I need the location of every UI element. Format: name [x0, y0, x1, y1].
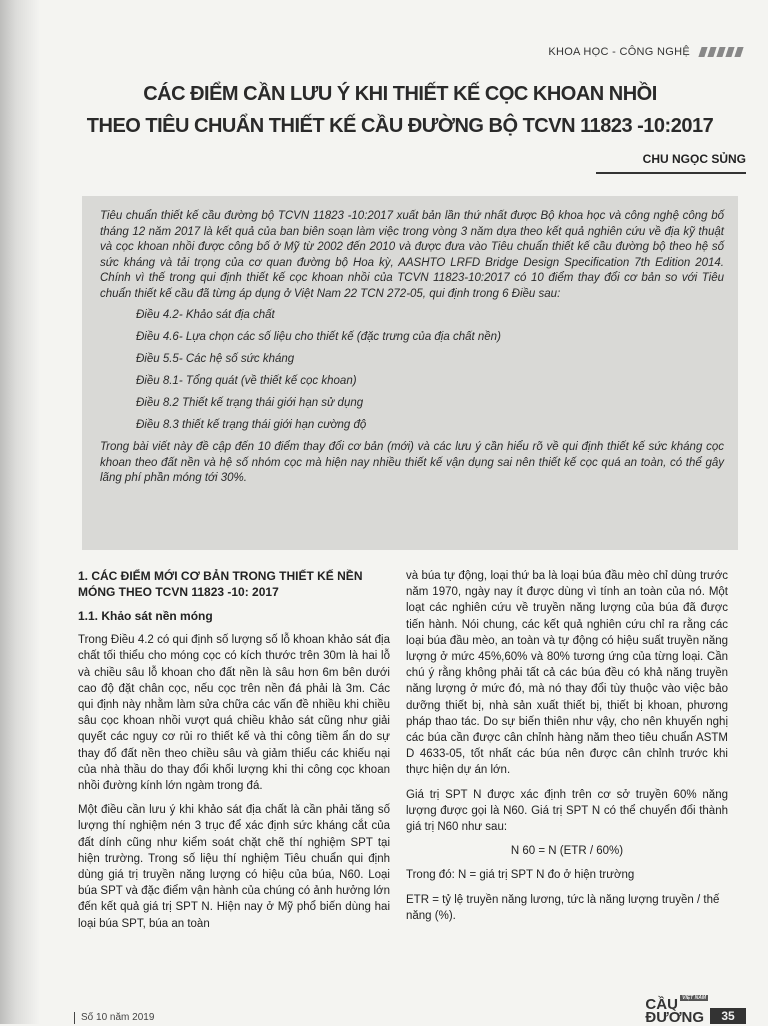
abstract-closing: Trong bài viết này đề cập đến 10 điểm thay đổi cơ bản (mới) và các lưu ý cần hiểu rõ về qui định thiết kế sức kháng cọc khoan theo đất nền và hệ số nhóm cọc mà hiện nay nhiều thiết kế vận dụng sai nên thiết kế cọc quá an toàn, có thể gây lãng phí phần móng tới 30%.: [100, 441, 724, 484]
formula-definition-etr: ETR = tỷ lệ truyền năng lương, tức là năng lượng truyền / thế năng (%).: [406, 893, 720, 922]
author-rule: [596, 172, 746, 174]
abstract-list-item: Điều 4.6- Lựa chọn các số liệu cho thiết kế (đặc trưng của địa chất nền): [136, 331, 501, 343]
abstract-list-item: Điều 5.5- Các hệ số sức kháng: [136, 353, 295, 365]
abstract-list-item: Điều 8.3 thiết kế trạng thái giới hạn cường độ: [136, 419, 367, 431]
journal-logo-line-2: ĐƯỜNG: [645, 1009, 704, 1026]
author-name: CHU NGỌC SỦNG: [642, 152, 746, 166]
body-paragraph: Trong Điều 4.2 có qui định số lượng số lỗ khoan khảo sát địa chất tối thiểu cho móng cọc có kích thước trên 30m là hai lỗ và chiều sâu lỗ khoan cho đất nền là sâu hơn 6m bên dưới cao độ đặt chân cọc, nếu cọc trên nền đá phải là 3m. Các qui định này nhằm làm sửa chữa các vấn đề nhiều khi chiều sâu cọc khoan nhồi vượt quá chiều khảo sát cũng như giải quyết các nguy cơ rủi ro thiết kế và thi công tiềm ẩn do sự thay đổ đất nền theo chiều sâu và giảm thiểu các khiếu nại của nhà thầu do thay đổi khối lượng khi thi công cọc khoan nhồi đường kính lớn ngàm trong đá.: [78, 634, 390, 793]
section-label: KHOA HỌC - CÔNG NGHỆ: [548, 46, 690, 58]
abstract-box: [82, 196, 738, 550]
article-title: [60, 78, 740, 142]
body-column-left: [78, 568, 390, 940]
header-stripes-decoration: [697, 47, 742, 57]
formula-definition-n: Trong đó: N = giá trị SPT N đo ở hiện trường: [406, 869, 635, 882]
body-column-right: [406, 568, 728, 932]
journal-logo-badge: VIỆT NAM: [682, 995, 706, 1001]
abstract-list-item: Điều 8.1- Tổng quát (về thiết kế cọc khoan): [136, 375, 357, 387]
abstract-intro: Tiêu chuẩn thiết kế cầu đường bộ TCVN 11823 -10:2017 xuất bản lần thứ nhất được Bộ khoa học và công nghệ công bố tháng 12 năm 2017 là kết quả của ban biên soạn làm việc trong vòng 3 năm dựa theo kết quả nghiên cứu về địa kỹ thuật và cọc khoan nhồi được công bố ở Mỹ từ 2002 đến 2010 và được đưa vào Tiêu chuẩn thiết kế cầu đường bộ theo hệ số sức kháng và tải trọng của cơ quan đường bộ Hoa kỳ, AASHTO LRFD Bridge Design Specification 7th Edition 2014. Chính vì thế trong qui định thiết kế cọc khoan nhồi của TCVN 11823-10:2017 có 10 điểm thay đổi cơ bản so với Tiêu chuẩn thiết kế cầu đã từng áp dụng ở Việt Nam 22 TCN 272-05, qui định trong 6 Điều sau:: [100, 210, 724, 300]
page-binding-shadow: [0, 0, 40, 1024]
title-line-1: CÁC ĐIỂM CẦN LƯU Ý KHI THIẾT KẾ CỌC KHOAN NHỒI: [143, 83, 657, 105]
body-paragraph: Giá trị SPT N được xác định trên cơ sở truyền 60% năng lượng được gọi là N60. Giá trị SPT N có thể chuyển đổi thành giá trị N60 như sau:: [406, 788, 728, 834]
subsection-1-1-heading: 1.1. Khảo sát nền móng: [78, 609, 213, 623]
body-paragraph: Một điều cần lưu ý khi khảo sát địa chất là cần phải tăng số lượng thí nghiệm nén 3 trục để xác định sức kháng cắt của đất dính cũng như kiểm soát chặt chẽ thí nghiệm SPT tại hiện trường. Trong số liệu thí nghiệm Tiêu chuẩn qui định dùng giá trị truyền năng lượng có hiệu của búa, N60. Loại búa SPT và đặc điểm vận hành của chúng có ảnh hưởng lớn đến kết quả giá trị SPT N. Hiện nay ở Mỹ phổ biến dùng hai loại búa SPT, búa an toàn: [78, 804, 390, 930]
section-1-heading: 1. CÁC ĐIỂM MỚI CƠ BẢN TRONG THIẾT KẾ NỀN MÓNG THEO TCVN 11823 -10: 2017: [78, 569, 363, 599]
journal-logo-line-1: CẦU: [645, 996, 678, 1013]
author-block: [596, 152, 746, 174]
n60-formula: N 60 = N (ETR / 60%): [510, 845, 624, 858]
page-number: 35: [710, 1008, 746, 1024]
issue-label: Số 10 năm 2019: [74, 1012, 154, 1024]
journal-logo: [645, 995, 706, 1026]
body-paragraph: và búa tự động, loại thứ ba là loại búa đầu mèo chỉ dùng trước năm 1970, ngày nay ít được dùng vì tính an toàn của nó. Một loạt các nghiên cứu về truyền năng lượng của búa đã được tiến hành. Nói chung, các kết quả nghiên cứu chỉ ra rằng các loại búa đầu mèo, an toàn và tự động có hiệu suất truyền năng lượng ở mức 45%,60% và 80% tương ứng của từng loại. Cần chú ý rằng không phải tất cả các búa đều có khả năng truyền năng lượng ở mức đó, mà nó thay đổi tùy thuộc vào việc bảo dưỡng thiết bị, nhà sản xuất thiết bị, thiết bị khoan, phương pháp thao tác. Do sự biến thiên như vậy, cho nên khuyến nghị các búa cần được cân chỉnh hàng năm theo tiêu chuẩn ASTM D 4633-05, tốt nhất các búa nên được cân chỉnh trước khi thực hiện dự án lớn.: [406, 570, 728, 777]
abstract-list-item: Điều 4.2- Khảo sát địa chất: [136, 309, 275, 321]
title-line-2: THEO TIÊU CHUẨN THIẾT KẾ CẦU ĐƯỜNG BỘ TCVN 11823 -10:2017: [86, 115, 714, 137]
abstract-list-item: Điều 8.2 Thiết kế trạng thái giới hạn sử dụng: [136, 397, 364, 409]
running-header: [548, 44, 742, 60]
footer-right: [645, 995, 746, 1026]
abstract-article-list: [100, 308, 724, 432]
